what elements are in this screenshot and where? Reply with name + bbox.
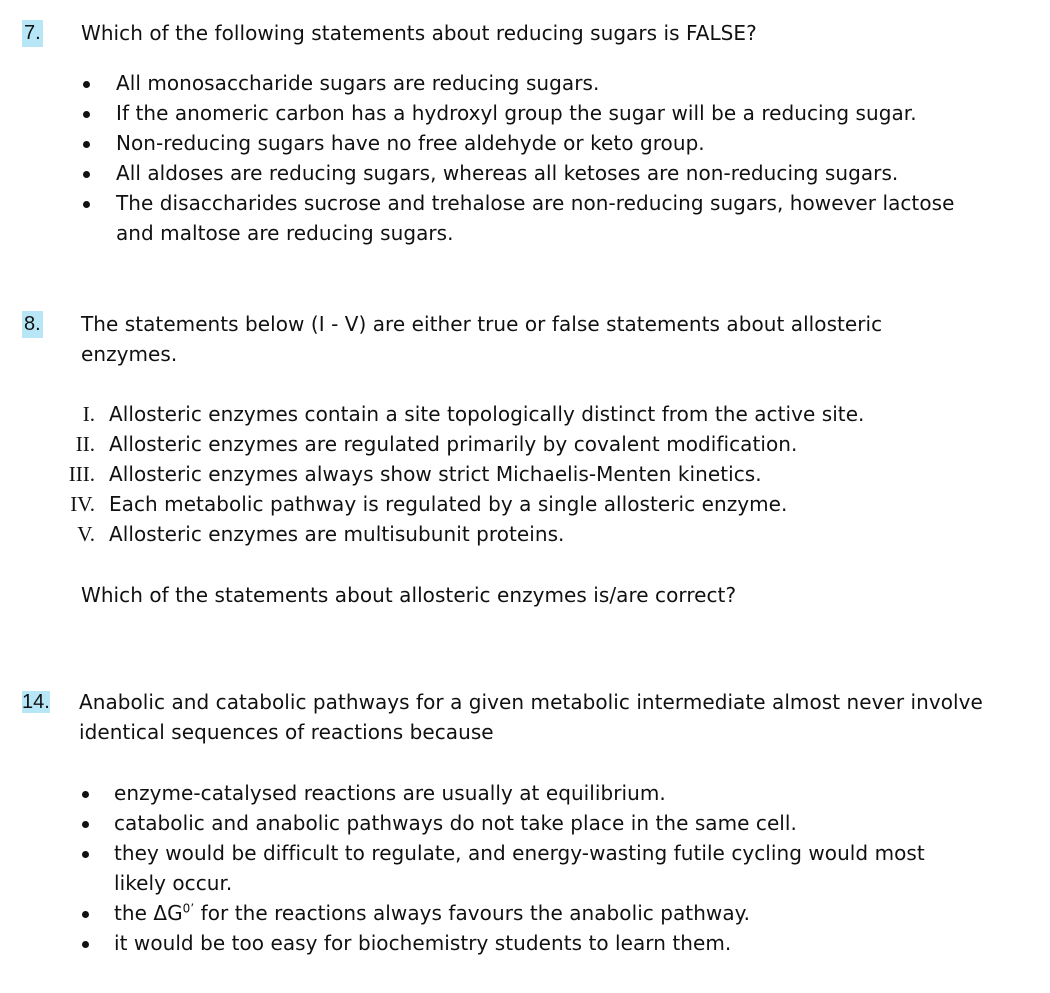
statement-iv-text: Each metabolic pathway is regulated by a single allosteric enzyme. <box>109 492 788 516</box>
question-14-option-b: catabolic and anabolic pathways do not take place in the same cell. <box>114 811 797 835</box>
question-8-stem-line-1: The statements below (I - V) are either true or false statements about allosteric <box>81 312 883 336</box>
statement-numeral-v: V. <box>77 522 95 546</box>
bullet-icon <box>82 851 89 858</box>
statement-numeral-iii: III. <box>68 462 95 486</box>
bullet-icon <box>83 111 90 118</box>
question-14-option-a: enzyme-catalysed reactions are usually at equilibrium. <box>114 781 666 805</box>
bullet-icon <box>83 171 90 178</box>
statement-numeral-ii: II. <box>75 432 95 456</box>
question-14-stem-line-1: Anabolic and catabolic pathways for a given metabolic intermediate almost never involve <box>79 690 983 714</box>
question-7-option-c: Non-reducing sugars have no free aldehyde or keto group. <box>116 131 705 155</box>
bullet-icon <box>82 821 89 828</box>
question-7-number: 7. <box>22 20 43 47</box>
option-d-superscript: 0’ <box>182 901 195 916</box>
statement-iii-text: Allosteric enzymes always show strict Michaelis-Menten kinetics. <box>109 462 762 486</box>
question-14-option-d <box>114 900 750 926</box>
bullet-icon <box>83 141 90 148</box>
question-8-number: 8. <box>22 311 43 338</box>
question-7-option-e: The disaccharides sucrose and trehalose are non-reducing sugars, however lactose <box>116 191 955 215</box>
statement-ii-text: Allosteric enzymes are regulated primarily by covalent modification. <box>109 432 798 456</box>
bullet-icon <box>82 791 89 798</box>
question-7-option-d: All aldoses are reducing sugars, whereas all ketoses are non-reducing sugars. <box>116 161 899 185</box>
bullet-icon <box>83 201 90 208</box>
question-7-option-a: All monosaccharide sugars are reducing sugars. <box>116 71 600 95</box>
question-7-stem: Which of the following statements about reducing sugars is FALSE? <box>81 21 757 45</box>
question-7-option-e-continued: and maltose are reducing sugars. <box>116 221 454 245</box>
question-8-stem-line-2: enzymes. <box>81 342 178 366</box>
option-d-text-start: the ΔG <box>114 901 183 925</box>
question-14-number-text: 14. <box>22 691 50 713</box>
bullet-icon <box>83 81 90 88</box>
question-14-number <box>20 689 52 716</box>
question-14-option-c-continued: likely occur. <box>114 871 233 895</box>
question-7-option-b: If the anomeric carbon has a hydroxyl group the sugar will be a reducing sugar. <box>116 101 917 125</box>
statement-i-text: Allosteric enzymes contain a site topologically distinct from the active site. <box>109 402 865 426</box>
question-14-option-e: it would be too easy for biochemistry students to learn them. <box>114 931 732 955</box>
question-14-stem-line-2: identical sequences of reactions because <box>79 720 494 744</box>
option-d-text-end: for the reactions always favours the anabolic pathway. <box>194 901 751 925</box>
bullet-icon <box>82 941 89 948</box>
statement-numeral-i: I. <box>82 402 95 426</box>
question-14-option-c: they would be difficult to regulate, and energy-wasting futile cycling would most <box>114 841 925 865</box>
statement-v-text: Allosteric enzymes are multisubunit proteins. <box>109 522 565 546</box>
question-8-prompt: Which of the statements about allosteric enzymes is/are correct? <box>81 583 737 607</box>
bullet-icon <box>82 911 89 918</box>
statement-numeral-iv: IV. <box>70 492 95 516</box>
